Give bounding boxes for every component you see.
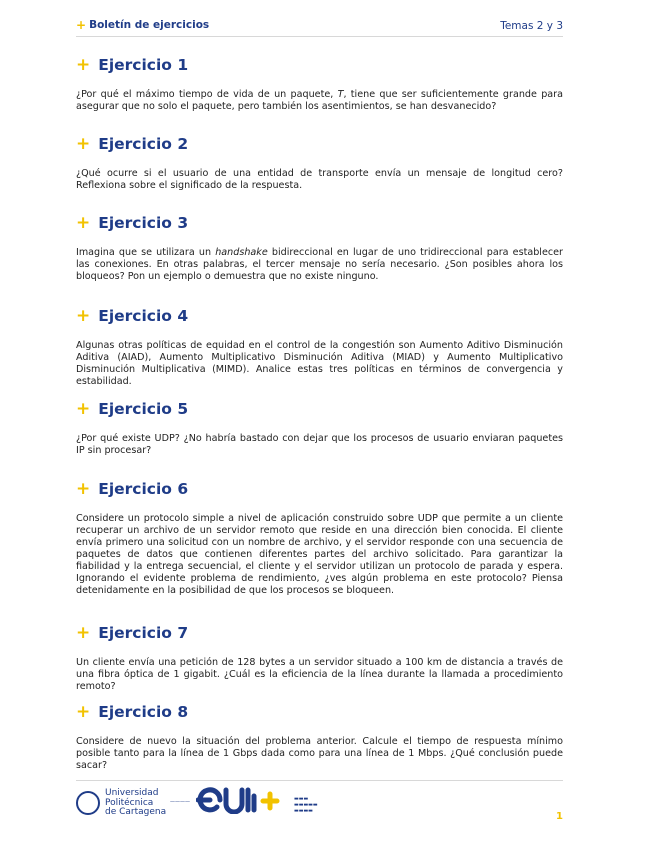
exercise-title <box>76 133 563 155</box>
exercise-body: Imagina que se utilizara un handshake bidireccional en lugar de uno tridireccional para establecer las conexiones. En otras palabras, el tercer mensaje no sería necesario. ¿Son posibles ahora los bloqueos? Pon un ejemplo o demuestra que no existe ninguno. <box>76 247 563 282</box>
plus-icon: + <box>76 622 91 643</box>
exercise-body: Considere de nuevo la situación del problema anterior. Calcule el tiempo de respuesta mínimo posible tanto para la línea de 1 Gbps dada como para una línea de 1 Mbps. ¿Qué conclusión puede sacar? <box>76 736 563 771</box>
exercise-title-text: Ejercicio 4 <box>98 307 189 325</box>
plus-icon: + <box>76 18 87 32</box>
exercise-title-text: Ejercicio 2 <box>98 135 189 153</box>
header-title: Boletín de ejercicios <box>89 19 210 31</box>
promo-small-text: ———— <box>170 799 190 805</box>
eut-small-text: ▬▬▬ ▬▬▬▬▬ ▬▬▬▬ <box>294 796 318 814</box>
exercise-4 <box>76 305 563 388</box>
eut-logo-icon <box>196 786 291 814</box>
exercise-title <box>76 701 563 723</box>
exercise-title-text: Ejercicio 6 <box>98 480 189 498</box>
plus-icon: + <box>76 54 91 75</box>
header-topics: Temas 2 y 3 <box>500 20 563 32</box>
university-name: Universidad Politécnica de Cartagena <box>105 788 167 817</box>
exercise-title-text: Ejercicio 3 <box>98 214 189 232</box>
exercise-body: Algunas otras políticas de equidad en el control de la congestión son Aumento Aditivo Disminución Aditiva (AIAD), Aumento Multiplicativo Disminución Aditiva (MIAD) y Aumento Multiplicativo Disminución Multiplicativa (MIMD). Analice estas tres políticas en términos de convergencia y estabilidad. <box>76 340 563 387</box>
page-header <box>76 12 563 37</box>
exercise-title-text: Ejercicio 1 <box>98 56 189 74</box>
plus-icon: + <box>76 305 91 326</box>
exercise-body: ¿Por qué el máximo tiempo de vida de un paquete, T, tiene que ser suficientemente grande para asegurar que no solo el paquete, pero también los asentimientos, se han desvanecido? <box>76 89 563 112</box>
exercise-8 <box>76 701 563 772</box>
exercise-body: Un cliente envía una petición de 128 bytes a un servidor situado a 100 km de distancia a través de una fibra óptica de 1 gigabit. ¿Cuál es la eficiencia de la línea durante la llamada a procedimiento remoto? <box>76 657 563 692</box>
plus-icon: + <box>76 398 91 419</box>
exercise-title <box>76 478 563 500</box>
plus-icon: + <box>76 701 91 722</box>
exercise-body: ¿Por qué existe UDP? ¿No habría bastado con dejar que los procesos de usuario enviaran paquetes IP sin procesar? <box>76 433 563 456</box>
exercise-2 <box>76 133 563 192</box>
page-footer <box>76 780 563 821</box>
exercise-5 <box>76 398 563 457</box>
page-number: 1 <box>556 811 563 822</box>
exercise-title <box>76 54 563 76</box>
exercise-title <box>76 305 563 327</box>
exercise-title <box>76 622 563 644</box>
exercise-1 <box>76 54 563 113</box>
exercise-3 <box>76 212 563 283</box>
exercise-title-text: Ejercicio 8 <box>98 703 189 721</box>
exercise-title <box>76 398 563 420</box>
university-seal-icon <box>76 791 100 815</box>
plus-icon: + <box>76 133 91 154</box>
exercise-title-text: Ejercicio 5 <box>98 400 189 418</box>
exercise-7 <box>76 622 563 693</box>
exercise-title-text: Ejercicio 7 <box>98 624 189 642</box>
plus-icon: + <box>76 478 91 499</box>
exercise-6 <box>76 478 563 597</box>
header-left <box>76 18 209 32</box>
university-logo <box>76 789 166 818</box>
plus-icon: + <box>76 212 91 233</box>
exercise-body: Considere un protocolo simple a nivel de aplicación construido sobre UDP que permite a un cliente recuperar un archivo de un servidor remoto que reside en una dirección bien conocida. El cliente envía primero una solicitud con un nombre de archivo, y el servidor responde con una secuencia de paquetes de datos que contienen diferentes partes del archivo solicitado. Para garantizar la fiabilidad y la entrega secuencial, el cliente y el servidor utilizan un protocolo de parada y espera. Ignorando el evidente problema de rendimiento, ¿ves algún problema en este protocolo? Piensa detenidamente en la posibilidad de que los procesos se bloqueen. <box>76 513 563 596</box>
exercise-title <box>76 212 563 234</box>
exercise-body: ¿Qué ocurre si el usuario de una entidad de transporte envía un mensaje de longitud cero? Reflexiona sobre el significado de la respuesta. <box>76 168 563 191</box>
